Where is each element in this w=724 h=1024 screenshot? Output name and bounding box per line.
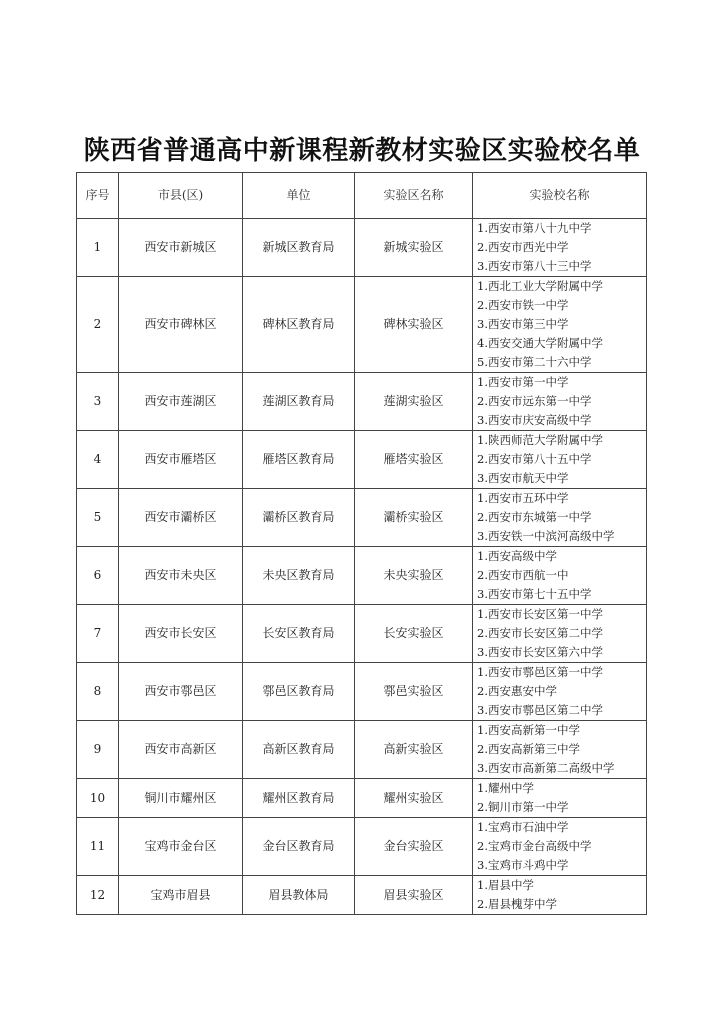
row-zone-cell: 新城实验区	[355, 219, 473, 277]
row-unit-cell: 新城区教育局	[243, 219, 355, 277]
row-county-cell: 宝鸡市眉县	[119, 876, 243, 915]
row-schools-cell	[473, 547, 647, 605]
header-index: 序号	[77, 173, 119, 219]
table-row	[77, 547, 647, 605]
school-name: 1.眉县中学	[477, 878, 534, 892]
row-unit-cell: 长安区教育局	[243, 605, 355, 663]
row-unit-cell: 高新区教育局	[243, 721, 355, 779]
row-zone-cell: 碑林实验区	[355, 277, 473, 373]
school-name: 2.西安市长安区第二中学	[477, 626, 603, 640]
row-unit-cell: 雁塔区教育局	[243, 431, 355, 489]
row-index-cell: 6	[77, 547, 119, 605]
row-index-cell: 1	[77, 219, 119, 277]
row-zone-cell: 耀州实验区	[355, 779, 473, 818]
school-name: 2.西安惠安中学	[477, 684, 557, 698]
row-schools-cell	[473, 277, 647, 373]
row-index-cell: 3	[77, 373, 119, 431]
school-name: 2.西安市第八十五中学	[477, 452, 592, 466]
table-row	[77, 721, 647, 779]
row-index-cell: 5	[77, 489, 119, 547]
table-row	[77, 489, 647, 547]
school-name: 3.西安市航天中学	[477, 471, 569, 485]
school-name: 2.西安市远东第一中学	[477, 394, 592, 408]
school-name: 1.西安市第八十九中学	[477, 221, 592, 235]
row-unit-cell: 未央区教育局	[243, 547, 355, 605]
row-county-cell: 西安市未央区	[119, 547, 243, 605]
row-index-cell: 2	[77, 277, 119, 373]
row-index-cell: 7	[77, 605, 119, 663]
school-name: 3.西安市高新第二高级中学	[477, 761, 615, 775]
row-county-cell: 西安市灞桥区	[119, 489, 243, 547]
page-title: 陕西省普通高中新课程新教材实验区实验校名单	[83, 136, 641, 166]
row-schools-cell	[473, 431, 647, 489]
row-county-cell: 西安市新城区	[119, 219, 243, 277]
header-unit: 单位	[243, 173, 355, 219]
school-name: 1.西北工业大学附属中学	[477, 279, 603, 293]
row-county-cell: 宝鸡市金台区	[119, 818, 243, 876]
row-county-cell: 铜川市耀州区	[119, 779, 243, 818]
school-name: 2.宝鸡市金台高级中学	[477, 839, 592, 853]
row-schools-cell	[473, 876, 647, 915]
row-schools-cell	[473, 663, 647, 721]
row-zone-cell: 莲湖实验区	[355, 373, 473, 431]
row-unit-cell: 碑林区教育局	[243, 277, 355, 373]
header-zone: 实验区名称	[355, 173, 473, 219]
row-county-cell: 西安市鄠邑区	[119, 663, 243, 721]
school-name: 1.西安市五环中学	[477, 491, 569, 505]
table-row	[77, 779, 647, 818]
row-index-cell: 11	[77, 818, 119, 876]
row-zone-cell: 灞桥实验区	[355, 489, 473, 547]
school-name: 2.西安市东城第一中学	[477, 510, 592, 524]
school-name: 1.陕西师范大学附属中学	[477, 433, 603, 447]
table-row	[77, 605, 647, 663]
header-schools: 实验校名称	[473, 173, 647, 219]
school-name: 1.耀州中学	[477, 781, 534, 795]
table-row	[77, 219, 647, 277]
school-name: 5.西安市第二十六中学	[477, 355, 592, 369]
school-name: 3.宝鸡市斗鸡中学	[477, 858, 569, 872]
row-zone-cell: 长安实验区	[355, 605, 473, 663]
header-county: 市县(区)	[119, 173, 243, 219]
row-index-cell: 8	[77, 663, 119, 721]
table-row	[77, 876, 647, 915]
row-schools-cell	[473, 219, 647, 277]
school-name: 3.西安铁一中滨河高级中学	[477, 529, 615, 543]
row-unit-cell: 灞桥区教育局	[243, 489, 355, 547]
school-name: 1.西安高新第一中学	[477, 723, 580, 737]
row-schools-cell	[473, 489, 647, 547]
row-unit-cell: 眉县教体局	[243, 876, 355, 915]
table-row	[77, 818, 647, 876]
school-name: 2.西安高新第三中学	[477, 742, 580, 756]
school-name: 3.西安市庆安高级中学	[477, 413, 592, 427]
school-name: 1.西安市长安区第一中学	[477, 607, 603, 621]
school-name: 3.西安市第七十五中学	[477, 587, 592, 601]
row-unit-cell: 耀州区教育局	[243, 779, 355, 818]
school-name: 3.西安市长安区第六中学	[477, 645, 603, 659]
row-county-cell: 西安市莲湖区	[119, 373, 243, 431]
row-schools-cell	[473, 373, 647, 431]
row-zone-cell: 眉县实验区	[355, 876, 473, 915]
school-name: 2.西安市铁一中学	[477, 298, 569, 312]
row-unit-cell: 金台区教育局	[243, 818, 355, 876]
row-unit-cell: 莲湖区教育局	[243, 373, 355, 431]
school-name: 2.西安市西光中学	[477, 240, 569, 254]
school-name: 1.宝鸡市石油中学	[477, 820, 569, 834]
school-name: 2.眉县槐芽中学	[477, 897, 557, 911]
row-index-cell: 9	[77, 721, 119, 779]
row-county-cell: 西安市高新区	[119, 721, 243, 779]
table-row	[77, 663, 647, 721]
school-name: 1.西安市鄠邑区第一中学	[477, 665, 603, 679]
row-index-cell: 10	[77, 779, 119, 818]
school-name: 1.西安高级中学	[477, 549, 557, 563]
row-schools-cell	[473, 779, 647, 818]
school-name: 3.西安市第三中学	[477, 317, 569, 331]
row-zone-cell: 雁塔实验区	[355, 431, 473, 489]
row-schools-cell	[473, 721, 647, 779]
school-name: 1.西安市第一中学	[477, 375, 569, 389]
school-name: 4.西安交通大学附属中学	[477, 336, 603, 350]
table-body	[77, 219, 647, 915]
row-zone-cell: 鄠邑实验区	[355, 663, 473, 721]
school-roster-table	[76, 172, 647, 915]
school-name: 3.西安市鄠邑区第二中学	[477, 703, 603, 717]
row-schools-cell	[473, 818, 647, 876]
row-county-cell: 西安市长安区	[119, 605, 243, 663]
row-unit-cell: 鄠邑区教育局	[243, 663, 355, 721]
row-zone-cell: 金台实验区	[355, 818, 473, 876]
table-row	[77, 431, 647, 489]
row-schools-cell	[473, 605, 647, 663]
school-name: 2.铜川市第一中学	[477, 800, 569, 814]
row-zone-cell: 未央实验区	[355, 547, 473, 605]
row-index-cell: 4	[77, 431, 119, 489]
school-name: 3.西安市第八十三中学	[477, 259, 592, 273]
row-zone-cell: 高新实验区	[355, 721, 473, 779]
table-row	[77, 373, 647, 431]
table-row	[77, 277, 647, 373]
row-index-cell: 12	[77, 876, 119, 915]
school-name: 2.西安市西航一中	[477, 568, 569, 582]
table-header-row	[77, 173, 647, 219]
row-county-cell: 西安市碑林区	[119, 277, 243, 373]
row-county-cell: 西安市雁塔区	[119, 431, 243, 489]
